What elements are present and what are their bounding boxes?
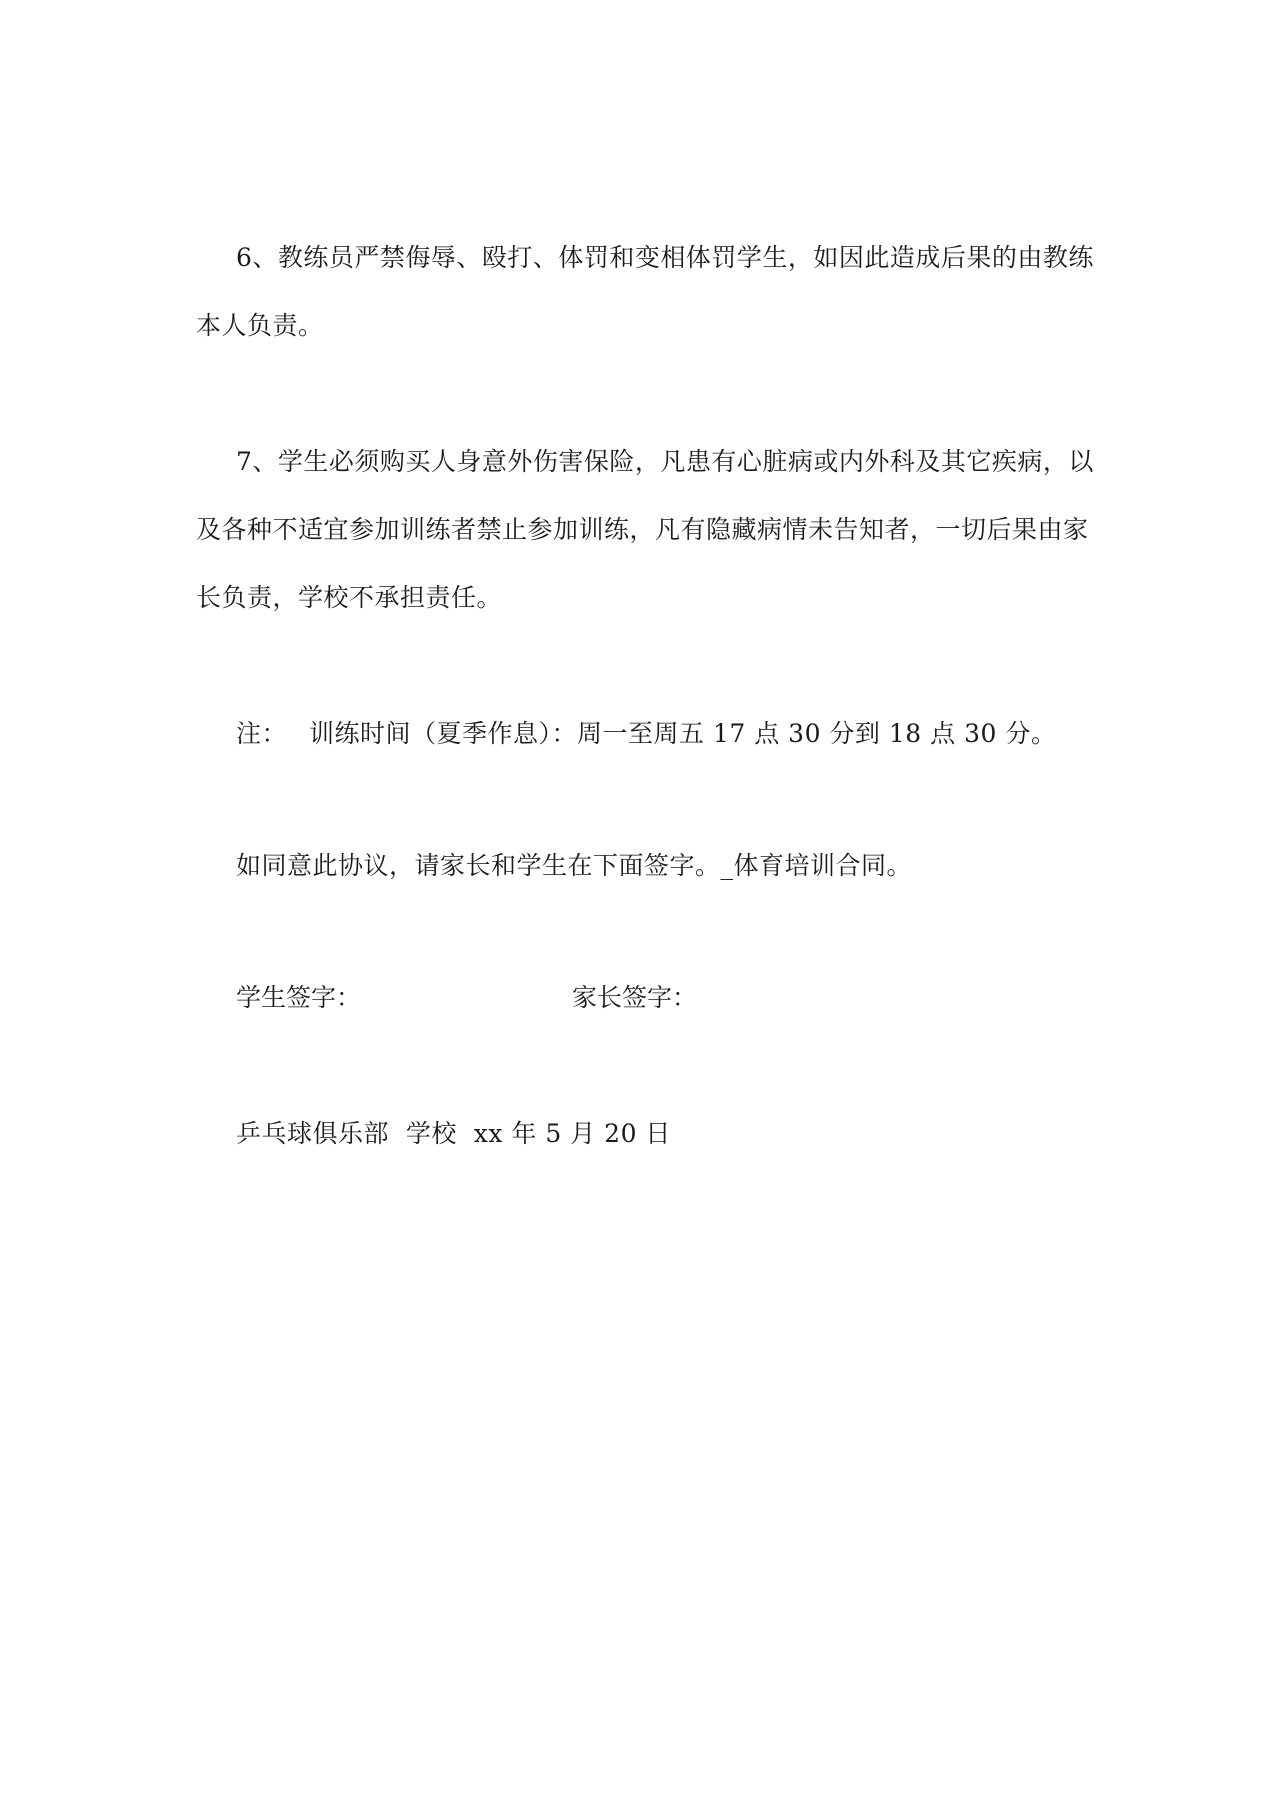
note-label: 注： [236, 719, 288, 748]
clause-6-text: 6、教练员严禁侮辱、殴打、体罚和变相体罚学生，如因此造成后果的由教练本人负责。 [196, 243, 1094, 340]
clause-7-text: 7、学生必须购买人身意外伤害保险，凡患有心脏病或内外科及其它疾病，以及各种不适宜参加训练者禁止参加训练，凡有隐藏病情未告知者，一切后果由家长负责，学校不承担责任。 [196, 447, 1094, 612]
note-text: 训练时间（夏季作息）：周一至周五 17 点 30 分到 18 点 30 分。 [309, 719, 1057, 748]
student-signature-label: 学生签字： [236, 983, 362, 1012]
agreement-statement: 如同意此协议，请家长和学生在下面签字。_体育培训合同。 [236, 851, 913, 880]
parent-signature-label: 家长签字： [572, 983, 698, 1012]
issuer-and-date: 乒乓球俱乐部 学校 xx 年 5 月 20 日 [236, 1119, 671, 1148]
clause-6 [196, 224, 1096, 360]
signature-row [236, 964, 1096, 1032]
training-time-note [236, 700, 1096, 768]
clause-7 [196, 428, 1096, 632]
